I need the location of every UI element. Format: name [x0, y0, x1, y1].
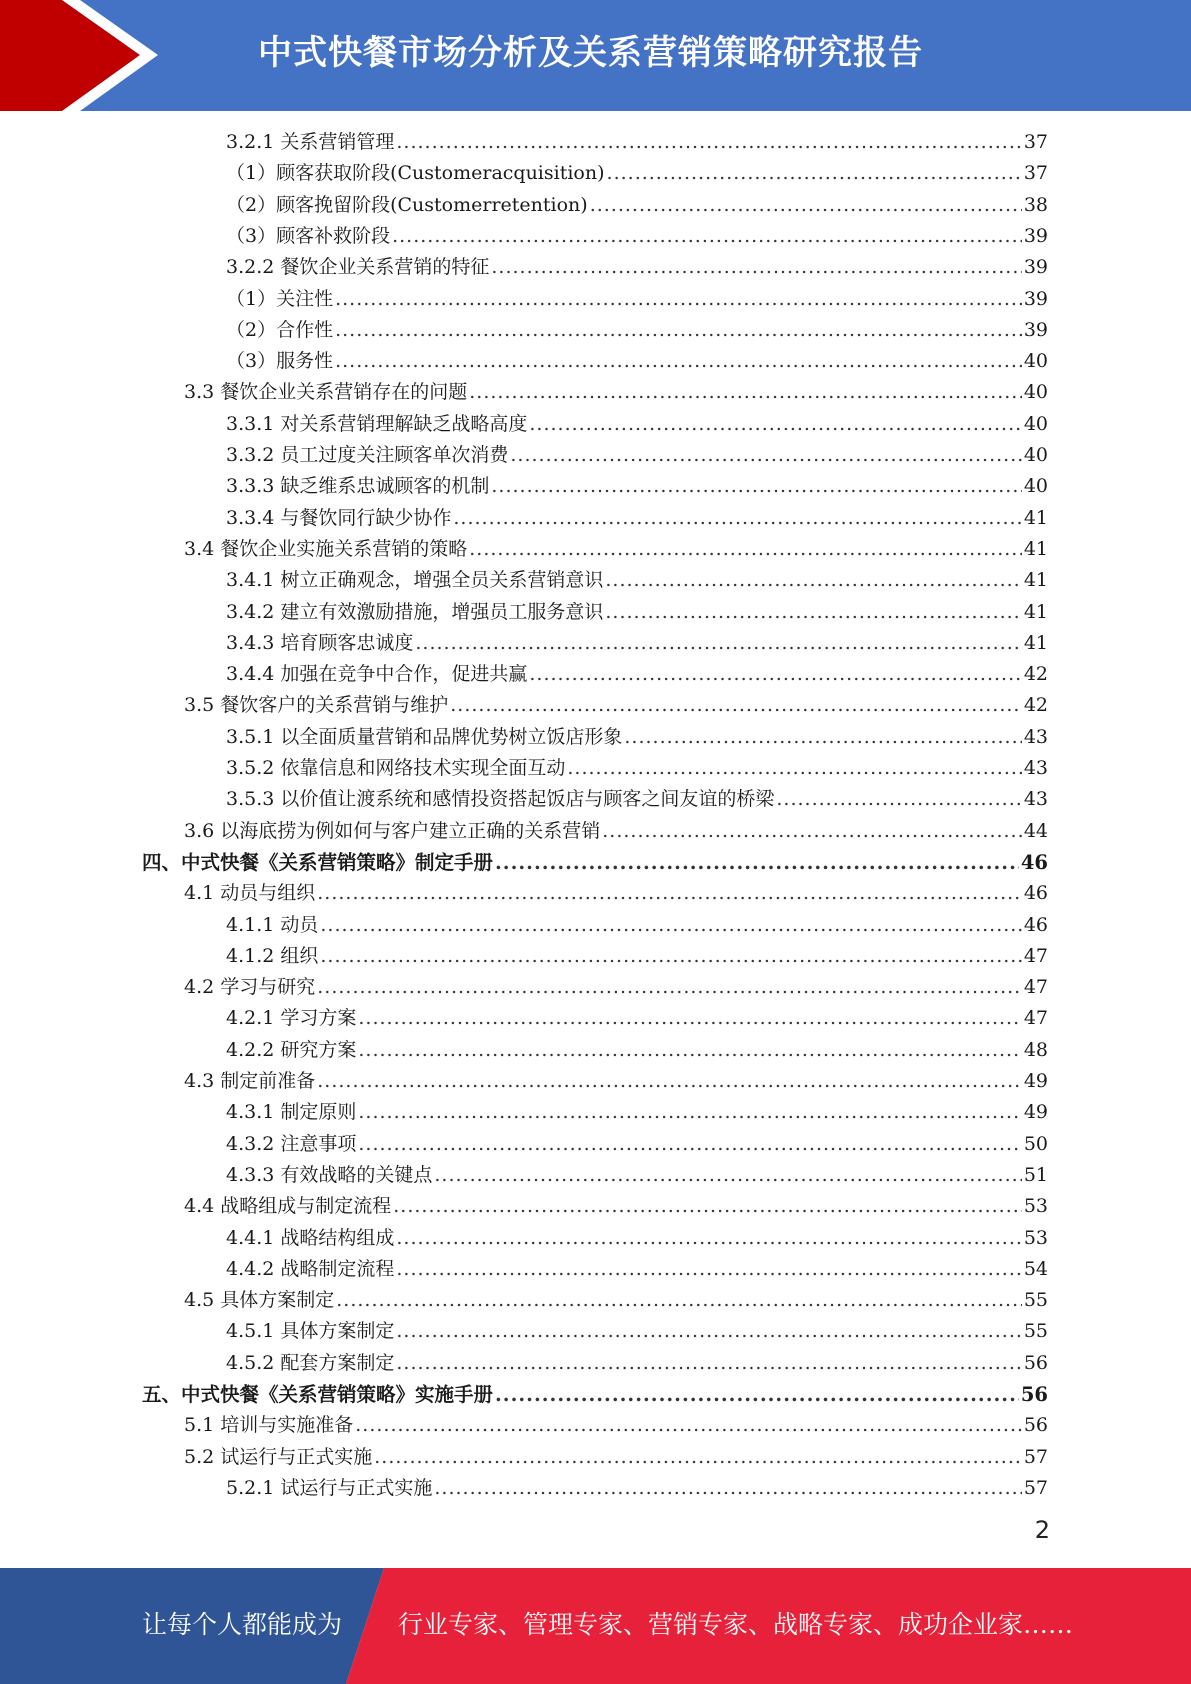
- toc-entry-page: 50: [1023, 1132, 1048, 1155]
- toc-entry-page: 47: [1023, 944, 1048, 967]
- toc-entry-title: 3.5.3 以价值让渡系统和感情投资搭起饭店与顾客之间友谊的桥梁: [226, 788, 775, 811]
- toc-dot-leader: [317, 972, 1022, 1003]
- toc-entry-title: （2）合作性: [226, 318, 334, 341]
- toc-dot-leader: [355, 1410, 1022, 1441]
- toc-entry-title: 4.2.2 研究方案: [226, 1038, 357, 1061]
- toc-entry-title: 5.1 培训与实施准备: [184, 1414, 354, 1437]
- toc-entry-title: 3.4.3 培育顾客忠诚度: [226, 631, 414, 654]
- footer-slogan-left: 让每个人都能成为: [142, 1610, 343, 1639]
- toc-dot-leader: [335, 284, 1022, 315]
- toc-entry[interactable]: [226, 1473, 1048, 1504]
- toc-dot-leader: [567, 753, 1021, 784]
- toc-dot-leader: [396, 1348, 1021, 1379]
- toc-dot-leader: [415, 628, 1021, 659]
- toc-entry[interactable]: [226, 409, 1048, 440]
- toc-entry-title: 五、中式快餐《关系营销策略》实施手册: [142, 1383, 494, 1406]
- toc-entry-page: 56: [1023, 1351, 1048, 1374]
- toc-dot-leader: [450, 690, 1022, 721]
- toc-entry-title: 4.4.2 战略制定流程: [226, 1257, 395, 1280]
- toc-entry-title: 3.6 以海底捞为例如何与客户建立正确的关系营销: [184, 819, 601, 842]
- toc-entry-page: 39: [1023, 318, 1048, 341]
- footer-slogan-right: 行业专家、管理专家、营销专家、战略专家、成功企业家……: [398, 1610, 1074, 1639]
- toc-entry-title: 4.3.2 注意事项: [226, 1132, 357, 1155]
- toc-entry[interactable]: [184, 1191, 1048, 1222]
- toc-dot-leader: [453, 503, 1021, 534]
- toc-entry[interactable]: [226, 1129, 1048, 1160]
- toc-entry-title: 3.3.4 与餐饮同行缺少协作: [226, 506, 452, 529]
- toc-entry[interactable]: [184, 1442, 1048, 1473]
- toc-dot-leader: [529, 409, 1021, 440]
- toc-entry[interactable]: [226, 565, 1048, 596]
- toc-dot-leader: [358, 1129, 1021, 1160]
- toc-entry[interactable]: [226, 471, 1048, 502]
- toc-entry-page: 41: [1023, 569, 1048, 592]
- toc-entry-page: 40: [1023, 475, 1048, 498]
- toc-entry-page: 53: [1023, 1226, 1048, 1249]
- toc-entry[interactable]: [184, 1066, 1048, 1097]
- toc-dot-leader: [491, 471, 1021, 502]
- toc-entry-title: （2）顾客挽留阶段(Customerretention): [226, 193, 588, 216]
- toc-entry-page: 54: [1023, 1257, 1048, 1280]
- toc-entry-page: 43: [1023, 788, 1048, 811]
- toc-dot-leader: [495, 1379, 1019, 1410]
- toc-dot-leader: [510, 440, 1021, 471]
- toc-entry[interactable]: [184, 534, 1048, 565]
- toc-entry-page: 47: [1023, 1007, 1048, 1030]
- toc-entry[interactable]: [226, 628, 1048, 659]
- toc-entry[interactable]: [142, 1379, 1048, 1410]
- toc-dot-leader: [469, 534, 1022, 565]
- toc-dot-leader: [317, 1066, 1022, 1097]
- toc-entry[interactable]: [226, 346, 1048, 377]
- toc-entry-page: 41: [1023, 506, 1048, 529]
- toc-entry[interactable]: [226, 659, 1048, 690]
- toc-entry-page: 44: [1023, 819, 1048, 842]
- toc-entry-page: 40: [1023, 350, 1048, 373]
- toc-entry[interactable]: [184, 878, 1048, 909]
- toc-entry[interactable]: [226, 315, 1048, 346]
- toc-entry-title: （1）顾客获取阶段(Customeracquisition): [226, 162, 605, 185]
- toc-entry[interactable]: [226, 722, 1048, 753]
- toc-entry-page: 41: [1023, 600, 1048, 623]
- toc-entry[interactable]: [226, 784, 1048, 815]
- toc-entry-page: 53: [1023, 1195, 1048, 1218]
- toc-entry-title: 4.5.2 配套方案制定: [226, 1351, 395, 1374]
- toc-entry-page: 48: [1023, 1038, 1048, 1061]
- toc-entry-page: 55: [1023, 1320, 1048, 1343]
- toc-dot-leader: [491, 252, 1021, 283]
- toc-entry-title: 4.3 制定前准备: [184, 1070, 316, 1092]
- page-number: 2: [1034, 1516, 1050, 1544]
- toc-dot-leader: [336, 1285, 1022, 1316]
- toc-entry-page: 41: [1023, 537, 1048, 560]
- toc-entry[interactable]: [226, 1254, 1048, 1285]
- toc-entry-title: 4.5 具体方案制定: [184, 1289, 335, 1312]
- toc-entry-title: 5.2.1 试运行与正式实施: [226, 1476, 433, 1499]
- toc-entry-title: 3.5.2 依靠信息和网络技术实现全面互动: [226, 757, 566, 779]
- toc-dot-leader: [335, 346, 1022, 377]
- toc-entry-title: 4.1 动员与组织: [184, 882, 316, 905]
- toc-entry[interactable]: [226, 190, 1048, 221]
- toc-entry-title: 3.4.1 树立正确观念，增强全员关系营销意识: [226, 569, 604, 592]
- toc-entry-title: 3.3.3 缺乏维系忠诚顾客的机制: [226, 475, 490, 498]
- toc-entry-title: 3.4.4 加强在竞争中合作，促进共赢: [226, 663, 528, 686]
- toc-entry-title: 3.5 餐饮客户的关系营销与维护: [184, 694, 449, 717]
- toc-entry-title: （3）服务性: [226, 350, 334, 373]
- toc-entry-title: 5.2 试运行与正式实施: [184, 1445, 373, 1468]
- toc-entry-page: 46: [1020, 850, 1048, 874]
- toc-dot-leader: [529, 659, 1021, 690]
- toc-entry-title: 3.3.1 对关系营销理解缺乏战略高度: [226, 412, 528, 435]
- toc-entry[interactable]: [226, 597, 1048, 628]
- toc-entry-page: 42: [1023, 694, 1048, 717]
- toc-entry[interactable]: [226, 910, 1048, 941]
- toc-dot-leader: [374, 1442, 1022, 1473]
- toc-entry-title: 4.2.1 学习方案: [226, 1007, 357, 1030]
- toc-entry-title: 4.2 学习与研究: [184, 976, 316, 999]
- toc-dot-leader: [434, 1473, 1021, 1504]
- toc-dot-leader: [335, 315, 1022, 346]
- toc-entry-page: 43: [1023, 757, 1048, 779]
- toc-entry-page: 39: [1023, 287, 1048, 310]
- toc-entry-page: 49: [1023, 1101, 1048, 1124]
- toc-entry-page: 43: [1023, 725, 1048, 748]
- toc-dot-leader: [392, 221, 1022, 252]
- toc-entry[interactable]: [226, 221, 1048, 252]
- toc-dot-leader: [320, 941, 1021, 972]
- toc-entry[interactable]: [226, 753, 1048, 784]
- toc-entry[interactable]: [184, 816, 1048, 847]
- toc-dot-leader: [590, 190, 1022, 221]
- toc-entry-title: 3.4 餐饮企业实施关系营销的策略: [184, 537, 468, 560]
- toc-entry[interactable]: [184, 690, 1048, 721]
- toc-entry-page: 47: [1023, 976, 1048, 999]
- document-title: 中式快餐市场分析及关系营销策略研究报告: [258, 33, 923, 73]
- toc-entry[interactable]: [226, 503, 1048, 534]
- toc-entry-title: 4.1.2 组织: [226, 944, 319, 967]
- toc-entry-page: 37: [1023, 131, 1048, 153]
- toc-entry-page: 46: [1023, 882, 1048, 905]
- toc-dot-leader: [396, 1223, 1021, 1254]
- toc-entry-page: 56: [1023, 1414, 1048, 1437]
- toc-entry-title: 3.3 餐饮企业关系营销存在的问题: [184, 381, 468, 404]
- toc-dot-leader: [358, 1035, 1021, 1066]
- toc-entry-title: 3.2.1 关系营销管理: [226, 131, 395, 153]
- toc-entry[interactable]: [226, 1160, 1048, 1191]
- toc-dot-leader: [776, 784, 1021, 815]
- toc-dot-leader: [624, 722, 1021, 753]
- toc-dot-leader: [396, 127, 1021, 158]
- toc-entry-page: 39: [1023, 224, 1048, 247]
- toc-entry[interactable]: [226, 1097, 1048, 1128]
- toc-entry-page: 56: [1020, 1383, 1048, 1406]
- toc-entry-page: 57: [1023, 1445, 1048, 1468]
- toc-dot-leader: [495, 847, 1019, 878]
- toc-entry-title: 4.4 战略组成与制定流程: [184, 1195, 392, 1218]
- toc-dot-leader: [396, 1254, 1021, 1285]
- toc-entry-page: 51: [1023, 1163, 1048, 1186]
- toc-entry[interactable]: [184, 972, 1048, 1003]
- toc-entry[interactable]: [184, 1285, 1048, 1316]
- toc-entry[interactable]: [226, 1003, 1048, 1034]
- toc-dot-leader: [358, 1097, 1021, 1128]
- toc-entry-page: 46: [1023, 913, 1048, 936]
- toc-entry-title: 4.3.1 制定原则: [226, 1101, 357, 1124]
- toc-entry-title: 4.1.1 动员: [226, 913, 319, 936]
- toc-entry-page: 49: [1023, 1070, 1048, 1092]
- toc-dot-leader: [393, 1191, 1022, 1222]
- toc-dot-leader: [358, 1003, 1021, 1034]
- toc-entry-title: （3）顾客补救阶段: [226, 224, 391, 247]
- header-red-chevron: [0, 0, 140, 111]
- toc-entry-page: 42: [1023, 663, 1048, 686]
- toc-entry[interactable]: [226, 1223, 1048, 1254]
- toc-dot-leader: [607, 158, 1022, 189]
- toc-entry[interactable]: [142, 847, 1048, 878]
- toc-entry-title: 3.3.2 员工过度关注顾客单次消费: [226, 444, 509, 466]
- toc-entry[interactable]: [226, 440, 1048, 471]
- toc-entry-page: 40: [1023, 444, 1048, 466]
- toc-entry-title: 4.4.1 战略结构组成: [226, 1226, 395, 1249]
- toc-dot-leader: [602, 816, 1022, 847]
- toc-dot-leader: [434, 1160, 1021, 1191]
- toc-entry[interactable]: [184, 1410, 1048, 1441]
- toc-entry[interactable]: [226, 1316, 1048, 1347]
- toc-entry-page: 38: [1023, 193, 1048, 216]
- toc-entry-title: 3.2.2 餐饮企业关系营销的特征: [226, 256, 490, 279]
- toc-entry[interactable]: [184, 377, 1048, 408]
- toc-dot-leader: [317, 878, 1022, 909]
- toc-entry-page: 55: [1023, 1289, 1048, 1312]
- toc-entry-page: 57: [1023, 1476, 1048, 1499]
- toc-entry[interactable]: [226, 127, 1048, 158]
- toc-dot-leader: [396, 1316, 1021, 1347]
- toc-entry-page: 40: [1023, 381, 1048, 404]
- toc-entry-title: 4.3.3 有效战略的关键点: [226, 1163, 433, 1186]
- page-footer: [0, 1568, 1191, 1684]
- toc-entry-title: （1）关注性: [226, 287, 334, 310]
- toc-entry-page: 41: [1023, 631, 1048, 654]
- toc-entry[interactable]: [226, 1035, 1048, 1066]
- toc-entry[interactable]: [226, 941, 1048, 972]
- toc-dot-leader: [469, 377, 1022, 408]
- toc-entry-title: 4.5.1 具体方案制定: [226, 1320, 395, 1343]
- toc-entry[interactable]: [226, 252, 1048, 283]
- toc-entry[interactable]: [226, 158, 1048, 189]
- toc-dot-leader: [605, 565, 1021, 596]
- toc-dot-leader: [320, 910, 1021, 941]
- toc-entry-title: 四、中式快餐《关系营销策略》制定手册: [142, 850, 494, 874]
- toc-entry[interactable]: [226, 284, 1048, 315]
- toc-entry[interactable]: [226, 1348, 1048, 1379]
- toc-entry-title: 3.4.2 建立有效激励措施，增强员工服务意识: [226, 600, 604, 623]
- toc-entry-page: 37: [1023, 162, 1048, 185]
- toc-entry-title: 3.5.1 以全面质量营销和品牌优势树立饭店形象: [226, 725, 623, 748]
- toc-dot-leader: [605, 597, 1021, 628]
- page-header: [0, 0, 1191, 111]
- toc-entry-page: 39: [1023, 256, 1048, 279]
- toc-entry-page: 40: [1023, 412, 1048, 435]
